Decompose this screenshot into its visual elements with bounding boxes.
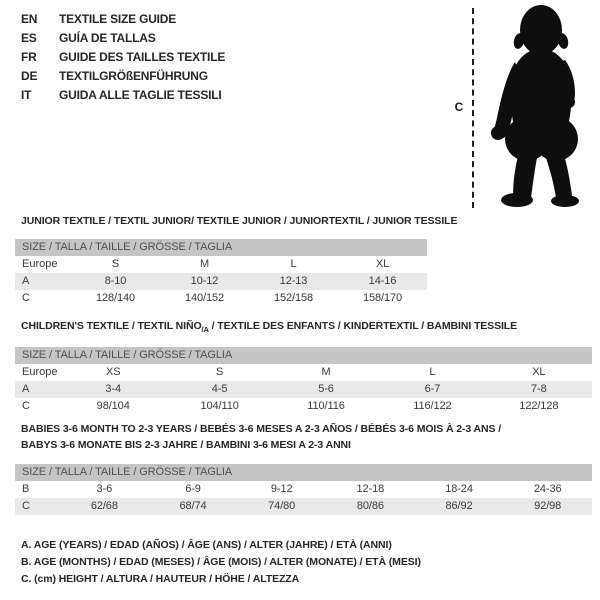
language-title: GUIDE DES TAILLES TEXTILE [59, 50, 226, 64]
table-row-europe [15, 364, 592, 381]
size-cell: M [321, 366, 331, 378]
size-cell: 140/152 [184, 292, 225, 304]
table-row-age-months [15, 481, 592, 498]
children-size-table [15, 347, 592, 415]
row-label: Europe [22, 366, 58, 378]
table-row-height [15, 398, 592, 415]
row-label: A [22, 275, 30, 287]
note-height: C. (cm) HEIGHT / ALTURA / HAUTEUR / HÖHE / ALTEZZA [21, 573, 300, 585]
size-cell: 9-12 [270, 483, 293, 495]
size-cell: 8-10 [104, 275, 127, 287]
size-header-bar: SIZE / TALLA / TAILLE / GRÖSSE / TAGLIA [15, 347, 592, 364]
language-code: DE [21, 69, 38, 83]
row-label: C [22, 500, 30, 512]
language-row [21, 67, 225, 86]
note-age-months: B. AGE (MONTHS) / EDAD (MESES) / ÂGE (MOIS) / ALTER (MONATE) / ETÀ (MESI) [21, 556, 421, 568]
size-cell: 7-8 [531, 383, 547, 395]
size-cell: 74/80 [268, 500, 296, 512]
row-label: C [22, 292, 30, 304]
row-label: B [22, 483, 30, 495]
size-cell: 6-9 [185, 483, 201, 495]
babies-title-line2: BABYS 3-6 MONATE BIS 2-3 JAHRE / BAMBINI 3-6 MESI A 2-3 ANNI [21, 438, 351, 451]
children-title-suffix: / TEXTILE DES ENFANTS / KINDERTEXTIL / BAMBINI TESSILE [208, 320, 518, 332]
size-cell: XL [375, 258, 390, 270]
size-header-bar: SIZE / TALLA / TAILLE / GRÖSSE / TAGLIA [15, 239, 427, 256]
junior-table-title: JUNIOR TEXTILE / TEXTIL JUNIOR/ TEXTILE JUNIOR / JUNIORTEXTIL / JUNIOR TESSILE [21, 215, 458, 227]
table-row-age [15, 381, 592, 398]
size-cell: 152/158 [273, 292, 314, 304]
size-cell: 14-16 [368, 275, 397, 287]
size-cell: 24-36 [533, 483, 562, 495]
table-row-europe [15, 256, 427, 273]
table-row-height [15, 498, 592, 515]
size-cell: 10-12 [190, 275, 219, 287]
size-cell: 62/68 [90, 500, 118, 512]
language-title: GUIDA ALLE TAGLIE TESSILI [59, 88, 222, 102]
babies-size-table [15, 464, 592, 515]
babies-title-line1: BABIES 3-6 MONTH TO 2-3 YEARS / BEBÉS 3-6 MESES A 2-3 AÑOS / BÉBÉS 3-6 MOIS À 2-3 ANS / [21, 423, 502, 435]
size-cell: L [290, 258, 297, 270]
note-age-years: A. AGE (YEARS) / EDAD (AÑOS) / ÂGE (ANS) / ALTER (JAHRE) / ETÀ (ANNI) [21, 539, 392, 551]
size-cell: S [215, 366, 224, 378]
size-cell: 104/110 [200, 400, 239, 412]
language-list [21, 10, 225, 105]
row-label: C [22, 400, 30, 412]
table-row-height [15, 290, 427, 307]
size-cell: 6-7 [424, 383, 441, 395]
size-cell: 12-18 [356, 483, 385, 495]
height-measure-line [472, 8, 474, 208]
size-cell: 98/104 [96, 400, 130, 412]
row-label: Europe [22, 258, 58, 270]
size-cell: 116/122 [413, 400, 452, 412]
language-row [21, 86, 225, 105]
toddler-silhouette-icon [484, 2, 596, 212]
size-cell: 110/116 [307, 400, 345, 412]
language-title: TEXTILGRÖßENFÜHRUNG [59, 69, 208, 83]
size-cell: 128/140 [95, 292, 136, 304]
size-cell: 80/86 [356, 500, 384, 512]
size-cell: 158/170 [362, 292, 403, 304]
size-cell: 12-13 [279, 275, 308, 287]
language-row [21, 10, 225, 29]
language-code: EN [21, 12, 38, 26]
size-cell: 5-6 [318, 383, 334, 395]
language-row [21, 29, 225, 48]
size-cell: 86/92 [445, 500, 473, 512]
size-header-bar: SIZE / TALLA / TAILLE / GRÖSSE / TAGLIA [15, 464, 592, 481]
row-label: A [22, 383, 30, 395]
size-cell: 122/128 [519, 400, 559, 412]
size-cell: 3-4 [105, 383, 121, 395]
size-cell: 3-6 [96, 483, 113, 495]
children-title-prefix: CHILDREN'S TEXTILE / TEXTIL NIÑO [21, 320, 202, 332]
language-code: ES [21, 31, 37, 45]
size-cell: 68/74 [179, 500, 207, 512]
size-cell: XL [532, 366, 546, 378]
babies-table-title [21, 422, 501, 453]
language-title: GUÍA DE TALLAS [59, 31, 156, 45]
size-cell: M [199, 258, 210, 270]
language-row [21, 48, 225, 67]
size-cell: 18-24 [445, 483, 473, 495]
legend-notes [21, 537, 421, 588]
size-cell: 92/98 [534, 500, 562, 512]
table-row-age [15, 273, 427, 290]
size-cell: L [429, 366, 436, 378]
language-title: TEXTILE SIZE GUIDE [59, 12, 177, 26]
measure-label-c: C [454, 100, 464, 114]
junior-size-table [15, 239, 427, 307]
size-cell: XS [105, 366, 121, 378]
children-title-subscript: /A [201, 325, 209, 335]
size-cell: 4-5 [211, 383, 228, 395]
language-code: IT [21, 88, 32, 102]
children-table-title [21, 320, 517, 334]
size-cell: S [111, 258, 120, 270]
language-code: FR [21, 50, 37, 64]
